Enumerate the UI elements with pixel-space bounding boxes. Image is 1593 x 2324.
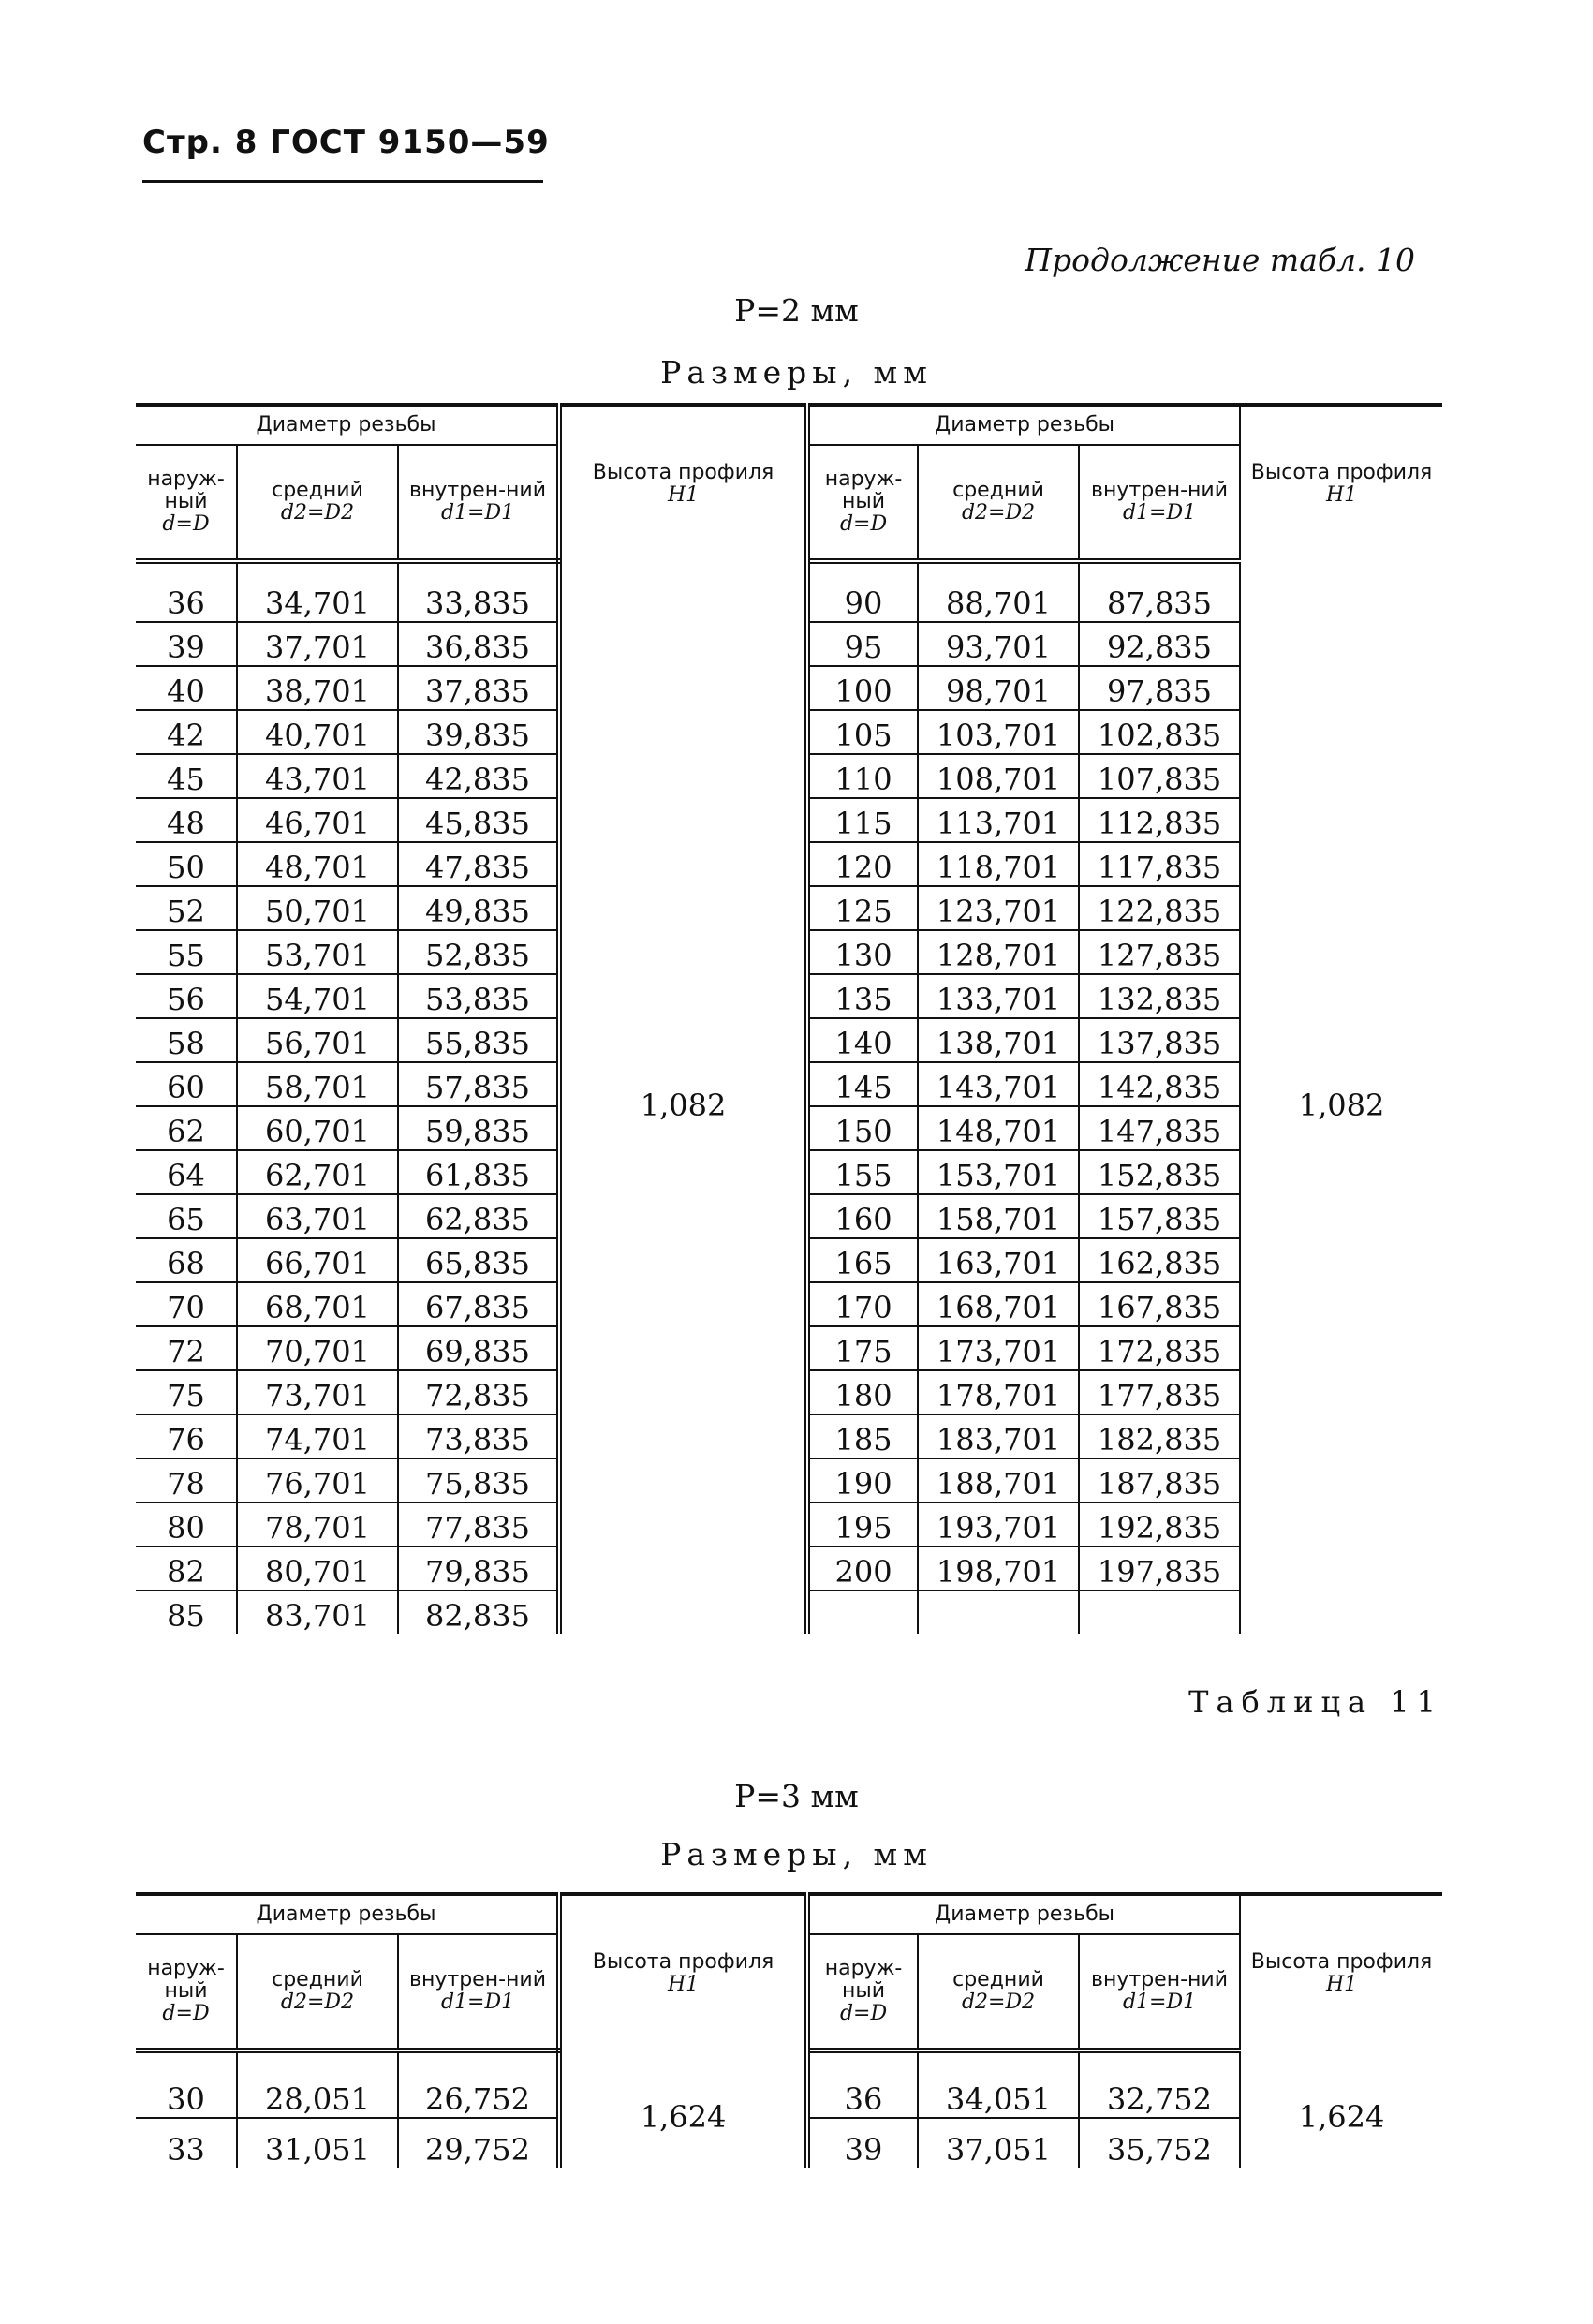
t11-header-height-right: Высота профиля H1: [1240, 1894, 1442, 2050]
right-cell: 100: [807, 666, 918, 710]
right-cell: 112,835: [1079, 798, 1240, 842]
left-cell: 68,701: [237, 1282, 398, 1326]
left-cell: 57,835: [398, 1062, 559, 1106]
left-cell: 45: [136, 754, 237, 798]
right-cell: 125: [807, 886, 918, 930]
right-cell: 152,835: [1079, 1150, 1240, 1194]
right-cell: 165: [807, 1238, 918, 1282]
right-cell: 115: [807, 798, 918, 842]
left-cell: 52: [136, 886, 237, 930]
right-cell: 132,835: [1079, 974, 1240, 1018]
right-cell: [918, 1591, 1079, 1634]
right-cell: 102,835: [1079, 710, 1240, 754]
t11-header-diameter-group-right: Диаметр резьбы: [807, 1894, 1240, 1934]
right-cell: 190: [807, 1458, 918, 1502]
right-cell: 37,051: [918, 2118, 1079, 2168]
left-cell: 64: [136, 1150, 237, 1194]
right-cell: 137,835: [1079, 1018, 1240, 1062]
left-cell: 73,701: [237, 1370, 398, 1414]
left-cell: 77,835: [398, 1502, 559, 1547]
header-diameter-group-right: Диаметр резьбы: [807, 405, 1240, 445]
right-cell: 120: [807, 842, 918, 886]
t11-header-height-left: Высота профиля H1: [559, 1894, 807, 2050]
left-cell: 29,752: [398, 2118, 559, 2168]
header-inner-left: внутрен-ний d1=D1: [398, 445, 559, 561]
left-cell: 39: [136, 622, 237, 666]
left-cell: 69,835: [398, 1326, 559, 1370]
left-cell: 72,835: [398, 1370, 559, 1414]
left-cell: 80,701: [237, 1547, 398, 1591]
left-cell: 56,701: [237, 1018, 398, 1062]
right-cell: 123,701: [918, 886, 1079, 930]
left-cell: 60: [136, 1062, 237, 1106]
left-cell: 53,835: [398, 974, 559, 1018]
left-cell: 40,701: [237, 710, 398, 754]
left-cell: 49,835: [398, 886, 559, 930]
right-cell: 93,701: [918, 622, 1079, 666]
left-cell: 42: [136, 710, 237, 754]
left-cell: 59,835: [398, 1106, 559, 1150]
left-cell: 33,835: [398, 561, 559, 622]
t11-header-inner-left: внутрен-ний d1=D1: [398, 1934, 559, 2050]
left-cell: 46,701: [237, 798, 398, 842]
table-row: [136, 2050, 1442, 2118]
header-height-right: Высота профиля H1: [1240, 405, 1442, 561]
right-cell: 138,701: [918, 1018, 1079, 1062]
left-cell: 78: [136, 1458, 237, 1502]
right-cell: 163,701: [918, 1238, 1079, 1282]
left-cell: 70,701: [237, 1326, 398, 1370]
right-cell: 193,701: [918, 1502, 1079, 1547]
left-cell: 28,051: [237, 2050, 398, 2118]
right-cell: 142,835: [1079, 1062, 1240, 1106]
table11-body: [136, 2050, 1442, 2168]
left-cell: 67,835: [398, 1282, 559, 1326]
right-cell: 113,701: [918, 798, 1079, 842]
right-cell: 135: [807, 974, 918, 1018]
table10-pitch: P=2 мм: [734, 292, 859, 329]
header-outer-left: наруж-ный d=D: [136, 445, 237, 561]
t11-header-outer-right: наруж-ный d=D: [807, 1934, 918, 2050]
left-cell: 48,701: [237, 842, 398, 886]
right-cell: 148,701: [918, 1106, 1079, 1150]
left-cell: 82,835: [398, 1591, 559, 1634]
left-cell: 58: [136, 1018, 237, 1062]
left-cell: 63,701: [237, 1194, 398, 1238]
left-cell: 75,835: [398, 1458, 559, 1502]
right-cell: 175: [807, 1326, 918, 1370]
profile-height-value-left: 1,082: [559, 561, 807, 1634]
right-cell: 130: [807, 930, 918, 974]
left-cell: 76: [136, 1414, 237, 1458]
header-underline: [142, 180, 543, 183]
right-cell: [1079, 1591, 1240, 1634]
table-row: [136, 561, 1442, 622]
right-cell: 36: [807, 2050, 918, 2118]
right-cell: 32,752: [1079, 2050, 1240, 2118]
table11-label: Таблица 11: [1188, 1684, 1443, 1720]
left-cell: 62: [136, 1106, 237, 1150]
right-cell: 98,701: [918, 666, 1079, 710]
right-cell: 107,835: [1079, 754, 1240, 798]
left-cell: 66,701: [237, 1238, 398, 1282]
left-cell: 37,701: [237, 622, 398, 666]
right-cell: 167,835: [1079, 1282, 1240, 1326]
table11-pitch: P=3 мм: [734, 1778, 859, 1814]
profile-height-value-right: 1,624: [1298, 2098, 1385, 2135]
right-cell: 35,752: [1079, 2118, 1240, 2168]
header-middle-left: средний d2=D2: [237, 445, 398, 561]
left-cell: 74,701: [237, 1414, 398, 1458]
right-cell: 143,701: [918, 1062, 1079, 1106]
right-cell: 173,701: [918, 1326, 1079, 1370]
right-cell: 145: [807, 1062, 918, 1106]
right-cell: 118,701: [918, 842, 1079, 886]
left-cell: 36: [136, 561, 237, 622]
right-cell: 182,835: [1079, 1414, 1240, 1458]
left-cell: 31,051: [237, 2118, 398, 2168]
table-11: [136, 1892, 1442, 2168]
left-cell: 36,835: [398, 622, 559, 666]
right-cell: 110: [807, 754, 918, 798]
left-cell: 60,701: [237, 1106, 398, 1150]
right-cell: 198,701: [918, 1547, 1079, 1591]
left-cell: 70: [136, 1282, 237, 1326]
t11-header-inner-right: внутрен-ний d1=D1: [1079, 1934, 1240, 2050]
right-cell: 133,701: [918, 974, 1079, 1018]
header-middle-right: средний d2=D2: [918, 445, 1079, 561]
left-cell: 65,835: [398, 1238, 559, 1282]
left-cell: 61,835: [398, 1150, 559, 1194]
t11-header-middle-right: средний d2=D2: [918, 1934, 1079, 2050]
left-cell: 75: [136, 1370, 237, 1414]
right-cell: 34,051: [918, 2050, 1079, 2118]
left-cell: 37,835: [398, 666, 559, 710]
right-cell: 90: [807, 561, 918, 622]
right-cell: 200: [807, 1547, 918, 1591]
right-cell: 158,701: [918, 1194, 1079, 1238]
right-cell: 128,701: [918, 930, 1079, 974]
table11-sizes-caption: Размеры, мм: [660, 1836, 933, 1873]
left-cell: 48: [136, 798, 237, 842]
left-cell: 62,701: [237, 1150, 398, 1194]
profile-height-value-right: 1,082: [1298, 1087, 1385, 1123]
left-cell: 52,835: [398, 930, 559, 974]
t11-header-outer-left: наруж-ный d=D: [136, 1934, 237, 2050]
right-cell: 150: [807, 1106, 918, 1150]
left-cell: 55,835: [398, 1018, 559, 1062]
left-cell: 26,752: [398, 2050, 559, 2118]
left-cell: 68: [136, 1238, 237, 1282]
continuation-note: Продолжение табл. 10: [1025, 242, 1415, 278]
right-cell: 157,835: [1079, 1194, 1240, 1238]
header-outer-right: наруж-ный d=D: [807, 445, 918, 561]
right-cell: 117,835: [1079, 842, 1240, 886]
left-cell: 56: [136, 974, 237, 1018]
left-cell: 50,701: [237, 886, 398, 930]
left-cell: 62,835: [398, 1194, 559, 1238]
left-cell: 33: [136, 2118, 237, 2168]
left-cell: 47,835: [398, 842, 559, 886]
right-cell: 168,701: [918, 1282, 1079, 1326]
table-10: [136, 403, 1442, 1634]
right-cell: 88,701: [918, 561, 1079, 622]
page-header: Стр. 8 ГОСТ 9150—59: [142, 124, 550, 161]
left-cell: 54,701: [237, 974, 398, 1018]
right-cell: 183,701: [918, 1414, 1079, 1458]
left-cell: 55: [136, 930, 237, 974]
t11-header-middle-left: средний d2=D2: [237, 1934, 398, 2050]
header-height-left: Высота профиля H1: [559, 405, 807, 561]
right-cell: 177,835: [1079, 1370, 1240, 1414]
t11-header-diameter-group-left: Диаметр резьбы: [136, 1894, 559, 1934]
right-cell: 153,701: [918, 1150, 1079, 1194]
right-cell: 127,835: [1079, 930, 1240, 974]
left-cell: 80: [136, 1502, 237, 1547]
right-cell: 140: [807, 1018, 918, 1062]
right-cell: 185: [807, 1414, 918, 1458]
right-cell: 170: [807, 1282, 918, 1326]
right-cell: 105: [807, 710, 918, 754]
left-cell: 40: [136, 666, 237, 710]
profile-height-value-left: 1,624: [559, 2050, 807, 2168]
left-cell: 78,701: [237, 1502, 398, 1547]
table10-body: [136, 561, 1442, 1634]
right-cell: 122,835: [1079, 886, 1240, 930]
right-cell: 172,835: [1079, 1326, 1240, 1370]
right-cell: [807, 1591, 918, 1634]
right-cell: 95: [807, 622, 918, 666]
left-cell: 50: [136, 842, 237, 886]
right-cell: 87,835: [1079, 561, 1240, 622]
left-cell: 72: [136, 1326, 237, 1370]
left-cell: 83,701: [237, 1591, 398, 1634]
right-cell: 108,701: [918, 754, 1079, 798]
right-cell: 147,835: [1079, 1106, 1240, 1150]
right-cell: 155: [807, 1150, 918, 1194]
right-cell: 160: [807, 1194, 918, 1238]
left-cell: 65: [136, 1194, 237, 1238]
right-cell: 103,701: [918, 710, 1079, 754]
left-cell: 73,835: [398, 1414, 559, 1458]
left-cell: 42,835: [398, 754, 559, 798]
left-cell: 58,701: [237, 1062, 398, 1106]
left-cell: 34,701: [237, 561, 398, 622]
right-cell: 192,835: [1079, 1502, 1240, 1547]
left-cell: 76,701: [237, 1458, 398, 1502]
right-cell: 92,835: [1079, 622, 1240, 666]
right-cell: 187,835: [1079, 1458, 1240, 1502]
header-diameter-group-left: Диаметр резьбы: [136, 405, 559, 445]
right-cell: 195: [807, 1502, 918, 1547]
left-cell: 39,835: [398, 710, 559, 754]
right-cell: 178,701: [918, 1370, 1079, 1414]
header-inner-right: внутрен-ний d1=D1: [1079, 445, 1240, 561]
right-cell: 180: [807, 1370, 918, 1414]
right-cell: 162,835: [1079, 1238, 1240, 1282]
left-cell: 82: [136, 1547, 237, 1591]
table10-sizes-caption: Размеры, мм: [660, 354, 933, 391]
right-cell: 39: [807, 2118, 918, 2168]
right-cell: 97,835: [1079, 666, 1240, 710]
left-cell: 30: [136, 2050, 237, 2118]
left-cell: 43,701: [237, 754, 398, 798]
right-cell: 188,701: [918, 1458, 1079, 1502]
left-cell: 79,835: [398, 1547, 559, 1591]
left-cell: 85: [136, 1591, 237, 1634]
right-cell: 197,835: [1079, 1547, 1240, 1591]
left-cell: 53,701: [237, 930, 398, 974]
left-cell: 45,835: [398, 798, 559, 842]
left-cell: 38,701: [237, 666, 398, 710]
